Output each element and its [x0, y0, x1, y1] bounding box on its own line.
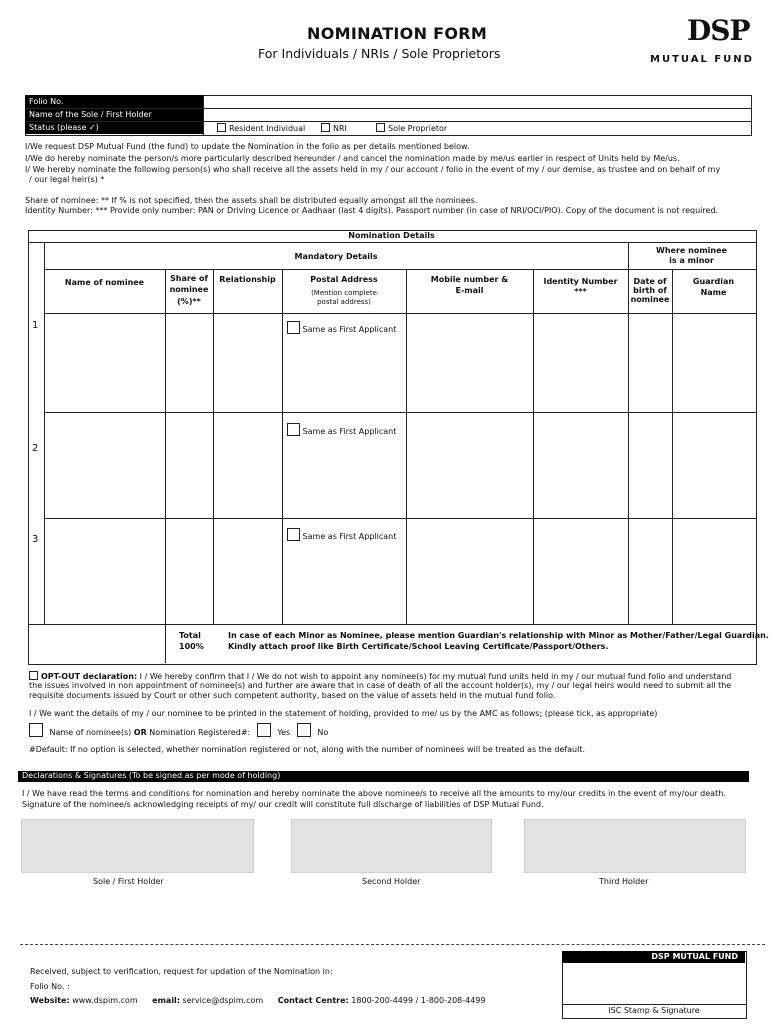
holder-name-label: Name of the Sole / First Holder	[29, 110, 152, 119]
optout-line-2: the issues involved in non appointment of nominee(s) and further are aware that in case of death of all the account holder(s), my / our legal heirs would need to submit all the	[29, 681, 732, 690]
row-number-3: 3	[32, 534, 39, 545]
minor-label-2: is a minor	[669, 256, 714, 265]
minor-note-1: In case of each Minor as Nominee, please mention Guardian's relationship with Minor as Mother/Father/Legal Guardian.	[228, 631, 769, 640]
ack-folio: Folio No. :	[30, 982, 70, 991]
intro-line-2: I/We do hereby nominate the person/s more particularly described hereunder / and cancel the nomination made by me/us earlier in respect of Units held by Me/us.	[25, 154, 680, 163]
col-mobile-header-2: E-mail	[455, 286, 484, 295]
share-note: Share of nominee: ** If % is not specified, then the assets shall be distributed equally amongst all the nominees.	[25, 196, 478, 205]
holder-name-field[interactable]	[204, 109, 750, 121]
col-dob-header-1: Date of	[633, 277, 667, 286]
status-nri-option[interactable]: NRI	[321, 123, 347, 134]
default-note: #Default: If no option is selected, whether nomination registered or not, along with the number of nominees will be treated as the default.	[29, 745, 586, 754]
col-dob-header-2: birth of	[633, 286, 667, 295]
nominee-name-checkbox[interactable]	[29, 723, 43, 737]
nomination-table-title: Nomination Details	[348, 231, 435, 240]
folio-label: Folio No.	[29, 97, 64, 106]
col-name-header: Name of nominee	[64, 278, 145, 287]
col-address-note-1: (Mention complete	[311, 289, 377, 297]
folio-field[interactable]	[204, 96, 750, 108]
yes-checkbox[interactable]	[257, 723, 271, 737]
row-number-2: 2	[32, 443, 39, 454]
no-checkbox[interactable]	[297, 723, 311, 737]
logo-subtitle: MUTUAL FUND	[650, 54, 754, 65]
same-as-first-applicant-2[interactable]: Same as First Applicant	[287, 423, 396, 437]
status-nri-checkbox[interactable]	[321, 123, 330, 132]
website-link[interactable]: www.dspim.com	[72, 996, 138, 1005]
minor-note-2: Kindly attach proof like Birth Certificate/School Leaving Certificate/Passport/Others.	[228, 642, 609, 651]
col-identity-header-1: Identity Number	[543, 277, 618, 286]
identity-note: Identity Number: *** Provide only number: PAN or Driving Licence or Aadhaar (last 4 digits). Passport number (in case of NRI/OCI/PIO). Copy of the document is not required.	[25, 206, 719, 215]
signature-box-third-holder[interactable]	[524, 819, 746, 873]
dsp-logo: DSP	[687, 14, 750, 47]
col-share-header-1: Share of	[170, 274, 208, 283]
col-identity-header-2: ***	[574, 287, 587, 296]
col-guardian-header-2: Name	[700, 288, 727, 297]
form-subtitle: For Individuals / NRIs / Sole Proprietors	[258, 46, 501, 61]
status-resident-checkbox[interactable]	[217, 123, 226, 132]
col-guardian-header-1: Guardian	[692, 277, 735, 286]
same-as-checkbox-2[interactable]	[287, 423, 300, 436]
contact-number: 1800-200-4499 / 1-800-208-4499	[351, 996, 486, 1005]
col-share-header-3: (%)**	[177, 297, 201, 306]
same-as-first-applicant-1[interactable]: Same as First Applicant	[287, 321, 396, 335]
optout-checkbox[interactable]	[29, 671, 38, 680]
col-mobile-header-1: Mobile number &	[430, 275, 509, 284]
same-as-checkbox-3[interactable]	[287, 528, 300, 541]
declaration-line-2: Signature of the nominee/s acknowledging receipts of my/ our credit will constitute full discharge of liabilities of DSP Mutual Fund.	[22, 800, 544, 809]
same-as-checkbox-1[interactable]	[287, 321, 300, 334]
col-relationship-header: Relationship	[219, 275, 276, 284]
same-as-first-applicant-3[interactable]: Same as First Applicant	[287, 528, 396, 542]
ack-contact-line: Website: www.dspim.com email: service@dspim.com Contact Centre: 1800-200-4499 / 1-800-208-4499	[30, 996, 486, 1005]
mandatory-details-label: Mandatory Details	[294, 252, 378, 261]
intro-line-3: I/ We hereby nominate the following person(s) who shall receive all the assets held in my / our account / folio in the event of my / our demise, as trustee and on behalf of my	[25, 165, 721, 174]
col-address-note-2: postal address)	[317, 298, 371, 306]
total-label: Total	[179, 631, 201, 640]
status-label: Status (please ✓)	[29, 123, 99, 132]
col-dob-header-3: nominee	[630, 295, 670, 304]
intro-line-1: I/We request DSP Mutual Fund (the fund) to update the Nomination in the folio as per details mentioned below.	[25, 142, 470, 151]
form-title: NOMINATION FORM	[307, 24, 488, 43]
isc-stamp-label: ISC Stamp & Signature	[608, 1006, 700, 1015]
isc-stamp-header: DSP MUTUAL FUND	[562, 951, 745, 963]
cut-line	[20, 944, 765, 945]
minor-label-1: Where nominee	[656, 246, 727, 255]
declarations-header: Declarations & Signatures (To be signed as per mode of holding)	[18, 771, 749, 782]
signature-box-second-holder[interactable]	[291, 819, 492, 873]
col-address-header: Postal Address	[310, 275, 378, 284]
ack-received: Received, subject to verification, request for updation of the Nomination in:	[30, 967, 333, 976]
status-sole-proprietor-option[interactable]: Sole Proprietor	[376, 123, 447, 134]
signer-third-holder-label: Third Holder	[599, 877, 649, 886]
col-share-header-2: nominee	[169, 285, 209, 294]
statement-instruction: I / We want the details of my / our nominee to be printed in the statement of holding, provided to me/ us by the AMC as follows; (please tick, as appropriate)	[29, 709, 658, 718]
statement-options: Name of nominee(s) OR Nomination Registered#: Yes No	[29, 723, 328, 738]
signer-first-holder-label: Sole / First Holder	[93, 877, 164, 886]
signature-box-first-holder[interactable]	[21, 819, 254, 873]
status-sole-proprietor-checkbox[interactable]	[376, 123, 385, 132]
row-number-1: 1	[32, 320, 39, 331]
email-link[interactable]: service@dspim.com	[182, 996, 264, 1005]
optout-line-3: requisite documents issued by Court or other such competent authority, based on the value of assets held in the mutual fund folio.	[29, 691, 556, 700]
intro-line-4: / our legal heir(s) *	[29, 175, 105, 184]
total-value: 100%	[179, 642, 204, 651]
status-resident-option[interactable]: Resident Individual	[217, 123, 305, 134]
signer-second-holder-label: Second Holder	[362, 877, 421, 886]
optout-declaration[interactable]: OPT-OUT declaration: I / We hereby confirm that I / We do not wish to appoint any nominee(s) for my mutual fund units held in my / our mutual fund folio and understand	[29, 671, 731, 682]
declaration-line-1: I / We have read the terms and conditions for nomination and hereby nominate the above nominee/s to receive all the amounts to my/our credits in the event of my/our death.	[22, 789, 726, 798]
